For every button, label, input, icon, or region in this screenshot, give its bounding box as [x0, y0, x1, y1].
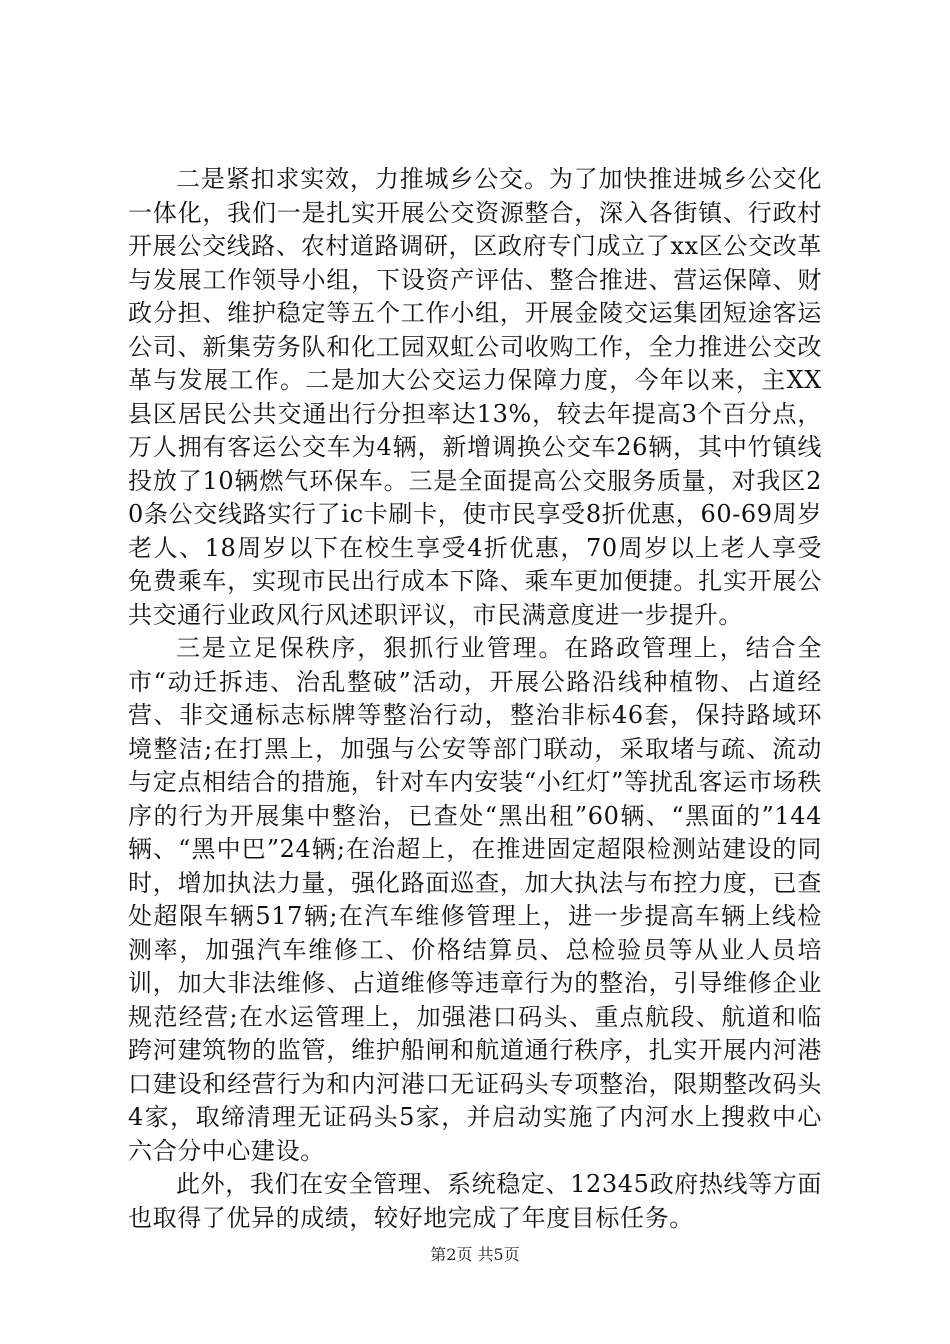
paragraph-other-achievements: 此外，我们在安全管理、系统稳定、12345政府热线等方面也取得了优异的成绩，较好地完成了年度目标任务。 [128, 1170, 822, 1232]
document-body [128, 163, 822, 1235]
paragraph-urban-rural-bus: 二是紧扣求实效，力推城乡公交。为了加快推进城乡公交化一体化，我们一是扎实开展公交资源整合，深入各街镇、行政村开展公交线路、农村道路调研，区政府专门成立了xx区公交改革与发展工作领导小组，下设资产评估、整合推进、营运保障、财政分担、维护稳定等五个工作小组，开展金陵交运集团短途客运公司、新集劳务队和化工园双虹公司收购工作，全力推进公交改革与发展工作。二是加大公交运力保障力度，今年以来，主XX县区居民公共交通出行分担率达13%，较去年提高3个百分点，万人拥有客运公交车为4辆，新增调换公交车26辆，其中竹镇线投放了10辆燃气环保车。三是全面提高公交服务质量，对我区20条公交线路实行了ic卡刷卡，使市民享受8折优惠，60-69周岁老人、18周岁以下在校生享受4折优惠，70周岁以上老人享受免费乘车，实现市民出行成本下降、乘车更加便捷。扎实开展公共交通行业政风行风述职评议，市民满意度进一步提升。 [128, 165, 822, 629]
paragraph-industry-management: 三是立足保秩序，狠抓行业管理。在路政管理上，结合全市“动迁拆违、治乱整破”活动，开展公路沿线种植物、占道经营、非交通标志标牌等整治行动，整治非标46套，保持路域环境整洁;在打黑上，加强与公安等部门联动，采取堵与疏、流动与定点相结合的措施，针对车内安装“小红灯”等扰乱客运市场秩序的行为开展集中整治，已查处“黑出租”60辆、“黑面的”144辆、“黑中巴”24辆;在治超上，在推进固定超限检测站建设的同时，增加执法力量，强化路面巡查，加大执法与布控力度，已查处超限车辆517辆;在汽车维修管理上，进一步提高车辆上线检测率，加强汽车维修工、价格结算员、总检验员等从业人员培训，加大非法维修、占道维修等违章行为的整治，引导维修企业规范经营;在水运管理上，加强港口码头、重点航段、航道和临跨河建筑物的监管，维护船闸和航道通行秩序，扎实开展内河港口建设和经营行为和内河港口无证码头专项整治，限期整改码头4家，取缔清理无证码头5家，并启动实施了内河水上搜救中心六合分中心建设。 [128, 634, 822, 1165]
page-number-footer: 第2页 共5页 [430, 1245, 520, 1264]
